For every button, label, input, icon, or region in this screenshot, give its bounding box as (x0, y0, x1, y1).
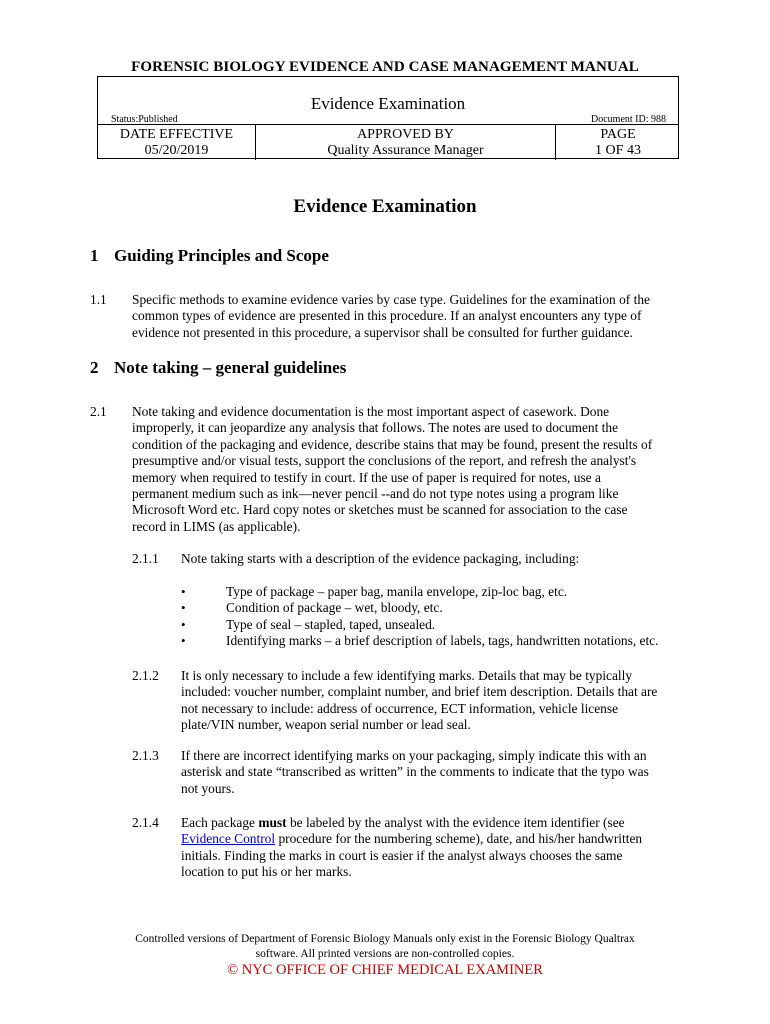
bullet-icon: • (181, 600, 186, 616)
list-item-text: Type of seal – stapled, taped, unsealed. (226, 616, 436, 632)
text-line: Note taking and evidence documentation is the most important aspect of casework. Done (132, 404, 610, 419)
text-line: common types of evidence are presented in this procedure. If an analyst encounters any type of (132, 308, 642, 324)
footer-disclaimer (100, 932, 670, 962)
list-item (181, 633, 691, 649)
paragraph-2-1 (132, 404, 692, 535)
date-effective-cell (98, 125, 256, 160)
text-line: not yours. (181, 780, 235, 796)
page-cell (556, 125, 680, 160)
paragraph-number: 2.1 (90, 404, 107, 419)
paragraph-number: 1.1 (90, 292, 107, 307)
approved-by-value: Quality Assurance Manager (327, 143, 484, 158)
list-item-text: Type of package – paper bag, manila envelope, zip-loc bag, etc. (226, 584, 568, 599)
footer-line: software. All printed versions are non-controlled copies. (255, 948, 515, 960)
list-item-text: Identifying marks – a brief description of labels, tags, handwritten notations, etc. (226, 633, 659, 649)
text-line: condition of the packaging and evidence, describe stains that may be found, present the results of (132, 436, 653, 452)
page-label: PAGE (600, 127, 636, 142)
document-title: Evidence Examination (293, 196, 477, 217)
header-title: Evidence Examination (310, 94, 466, 113)
paragraph-2-1-2 (181, 668, 691, 734)
paragraph-1-1 (132, 292, 692, 341)
text-line: If there are incorrect identifying marks on your packaging, simply indicate this with an (181, 748, 647, 763)
page-value: 1 OF 43 (595, 143, 641, 158)
text-line: Specific methods to examine evidence varies by case type. Guidelines for the examination of the (132, 292, 650, 307)
status-label: Status:Published (111, 114, 178, 125)
section-number: 1 (90, 246, 99, 265)
text-line: Microsoft Word etc. Hard copy notes or sketches must be scanned for association to the case (132, 502, 628, 518)
text-line: asterisk and state “transcribed as written” in the comments to indicate that the typo was (181, 764, 649, 780)
copyright-notice: © NYC OFFICE OF CHIEF MEDICAL EXAMINER (227, 962, 543, 978)
list-item (181, 584, 691, 600)
text-line: location to put his or her marks. (181, 864, 352, 880)
text-line: record in LIMS (as applicable). (132, 518, 301, 534)
text-line (181, 831, 691, 847)
text-line: included: voucher number, complaint number, and brief item description. Details that are (181, 684, 658, 700)
paragraph-2-1-4 (181, 815, 691, 881)
text-run: procedure for the numbering scheme), date, and his/her handwritten (275, 831, 643, 847)
text-line: It is only necessary to include a few identifying marks. Details that may be typically (181, 668, 633, 683)
text-line: presumptive and/or visual tests, support the conclusions of the report, and refresh the analyst's (132, 453, 637, 469)
text-line: evidence not presented in this procedure, a supervisor shall be consulted for further guidance. (132, 324, 633, 340)
list-item (181, 600, 691, 616)
text-line: plate/VIN number, weapon serial number or lead seal. (181, 717, 471, 733)
bullet-icon: • (181, 633, 186, 649)
paragraph-number: 2.1.2 (132, 668, 159, 683)
paragraph-number: 2.1.3 (132, 748, 159, 763)
text-line: initials. Finding the marks in court is easier if the analyst always chooses the same (181, 847, 623, 863)
date-effective-value: 05/20/2019 (144, 143, 209, 158)
section-2-heading (90, 358, 346, 378)
emphasis-must: must (258, 815, 287, 830)
text-line: memory when required to testify in court. If the use of paper is required for notes, use a (132, 469, 601, 485)
bullet-icon: • (181, 584, 186, 599)
list-item (181, 617, 691, 633)
text-run: Each package (181, 815, 259, 830)
document-header-table (97, 76, 679, 159)
list-item-text: Condition of package – wet, bloody, etc. (226, 600, 443, 616)
date-effective-label: DATE EFFECTIVE (119, 127, 234, 142)
approved-by-cell (256, 125, 556, 160)
footer-line: Controlled versions of Department of Forensic Biology Manuals only exist in the Forensic Biology Qualtrax (135, 933, 635, 945)
bullet-icon: • (181, 616, 186, 632)
text-line: improperly, it can jeopardize any analysis that follows. The notes are used to document the (132, 420, 619, 436)
document-id: Document ID: 988 (591, 114, 666, 125)
paragraph-2-1-3 (181, 748, 691, 797)
paragraph-number: 2.1.1 (132, 551, 159, 566)
paragraph-number: 2.1.4 (132, 815, 159, 830)
text-line: not necessary to include: address of occurrence, ECT information, vehicle license (181, 700, 619, 716)
section-title: Note taking – general guidelines (114, 358, 347, 377)
approved-by-label: APPROVED BY (357, 127, 454, 142)
section-title: Guiding Principles and Scope (114, 246, 329, 265)
header-info-row (98, 124, 678, 160)
bullet-list (181, 584, 691, 650)
section-1-heading (90, 246, 329, 266)
text-line (181, 815, 691, 831)
manual-title: FORENSIC BIOLOGY EVIDENCE AND CASE MANAGEMENT MANUAL (131, 59, 639, 75)
text-line: permanent medium such as ink—never pencil --and do not type notes using a program like (132, 486, 619, 502)
evidence-control-link[interactable]: Evidence Control (181, 831, 276, 847)
paragraph-2-1-1: Note taking starts with a description of the evidence packaging, including: (181, 551, 580, 566)
section-number: 2 (90, 358, 99, 377)
text-run: be labeled by the analyst with the evidence item identifier (see (286, 815, 625, 830)
